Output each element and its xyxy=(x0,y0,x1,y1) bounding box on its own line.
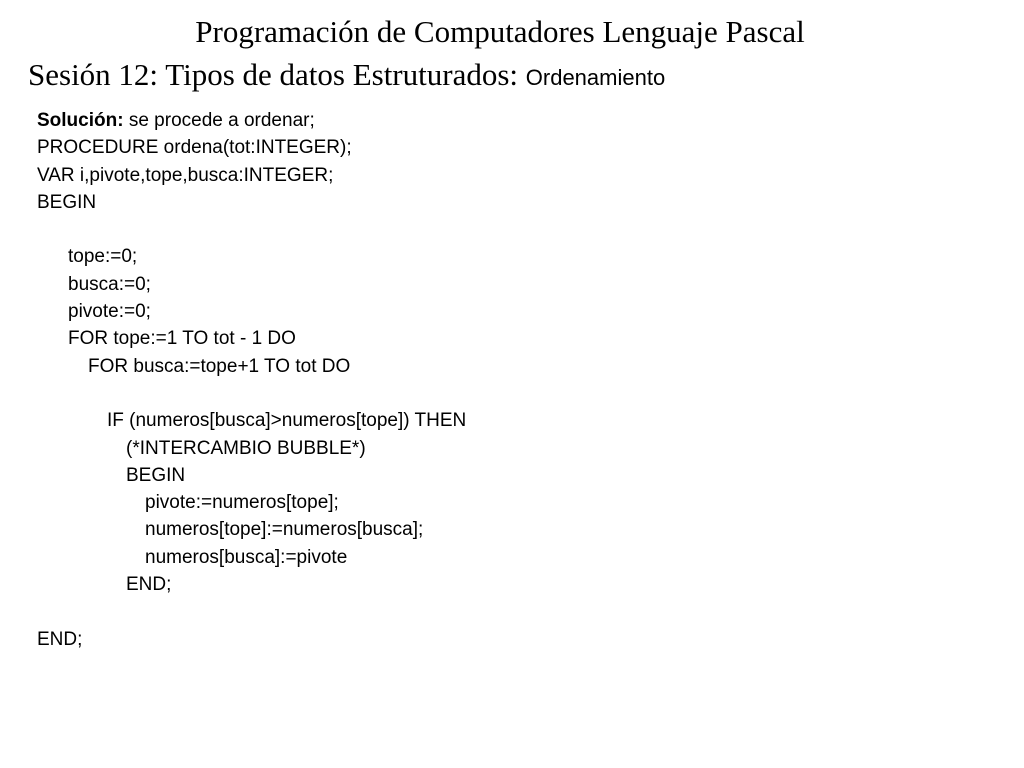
subtitle-session: Sesión 12: Tipos de datos Estruturados: xyxy=(28,57,519,92)
code-line: pivote:=0; xyxy=(68,301,151,323)
slide-title: Programación de Computadores Lenguaje Pascal xyxy=(195,14,805,49)
subtitle-topic: Ordenamiento xyxy=(525,65,666,90)
blank-line xyxy=(37,380,466,407)
code-line: END; xyxy=(37,628,83,650)
solution-text: se procede a ordenar; xyxy=(123,110,315,131)
solution-label: Solución: xyxy=(37,110,124,131)
code-line: FOR busca:=tope+1 TO tot DO xyxy=(88,355,351,377)
code-listing xyxy=(37,107,466,653)
blank-line xyxy=(37,216,466,243)
code-line: pivote:=numeros[tope]; xyxy=(145,492,339,514)
code-line: FOR tope:=1 TO tot - 1 DO xyxy=(68,328,296,350)
slide-subtitle xyxy=(28,55,665,98)
solution-line xyxy=(37,107,466,134)
code-line: busca:=0; xyxy=(68,273,151,295)
code-line: numeros[busca]:=pivote xyxy=(145,546,348,568)
code-line: END; xyxy=(126,574,172,596)
code-line: (*INTERCAMBIO BUBBLE*) xyxy=(126,437,366,459)
code-line: tope:=0; xyxy=(68,246,138,268)
blank-line xyxy=(37,598,466,625)
code-line: BEGIN xyxy=(126,464,186,486)
code-line: BEGIN xyxy=(37,191,97,213)
code-line: IF (numeros[busca]>numeros[tope]) THEN xyxy=(107,410,467,432)
code-line: PROCEDURE ordena(tot:INTEGER); xyxy=(37,137,352,159)
code-line: numeros[tope]:=numeros[busca]; xyxy=(145,519,424,541)
code-line: VAR i,pivote,tope,busca:INTEGER; xyxy=(37,164,334,186)
